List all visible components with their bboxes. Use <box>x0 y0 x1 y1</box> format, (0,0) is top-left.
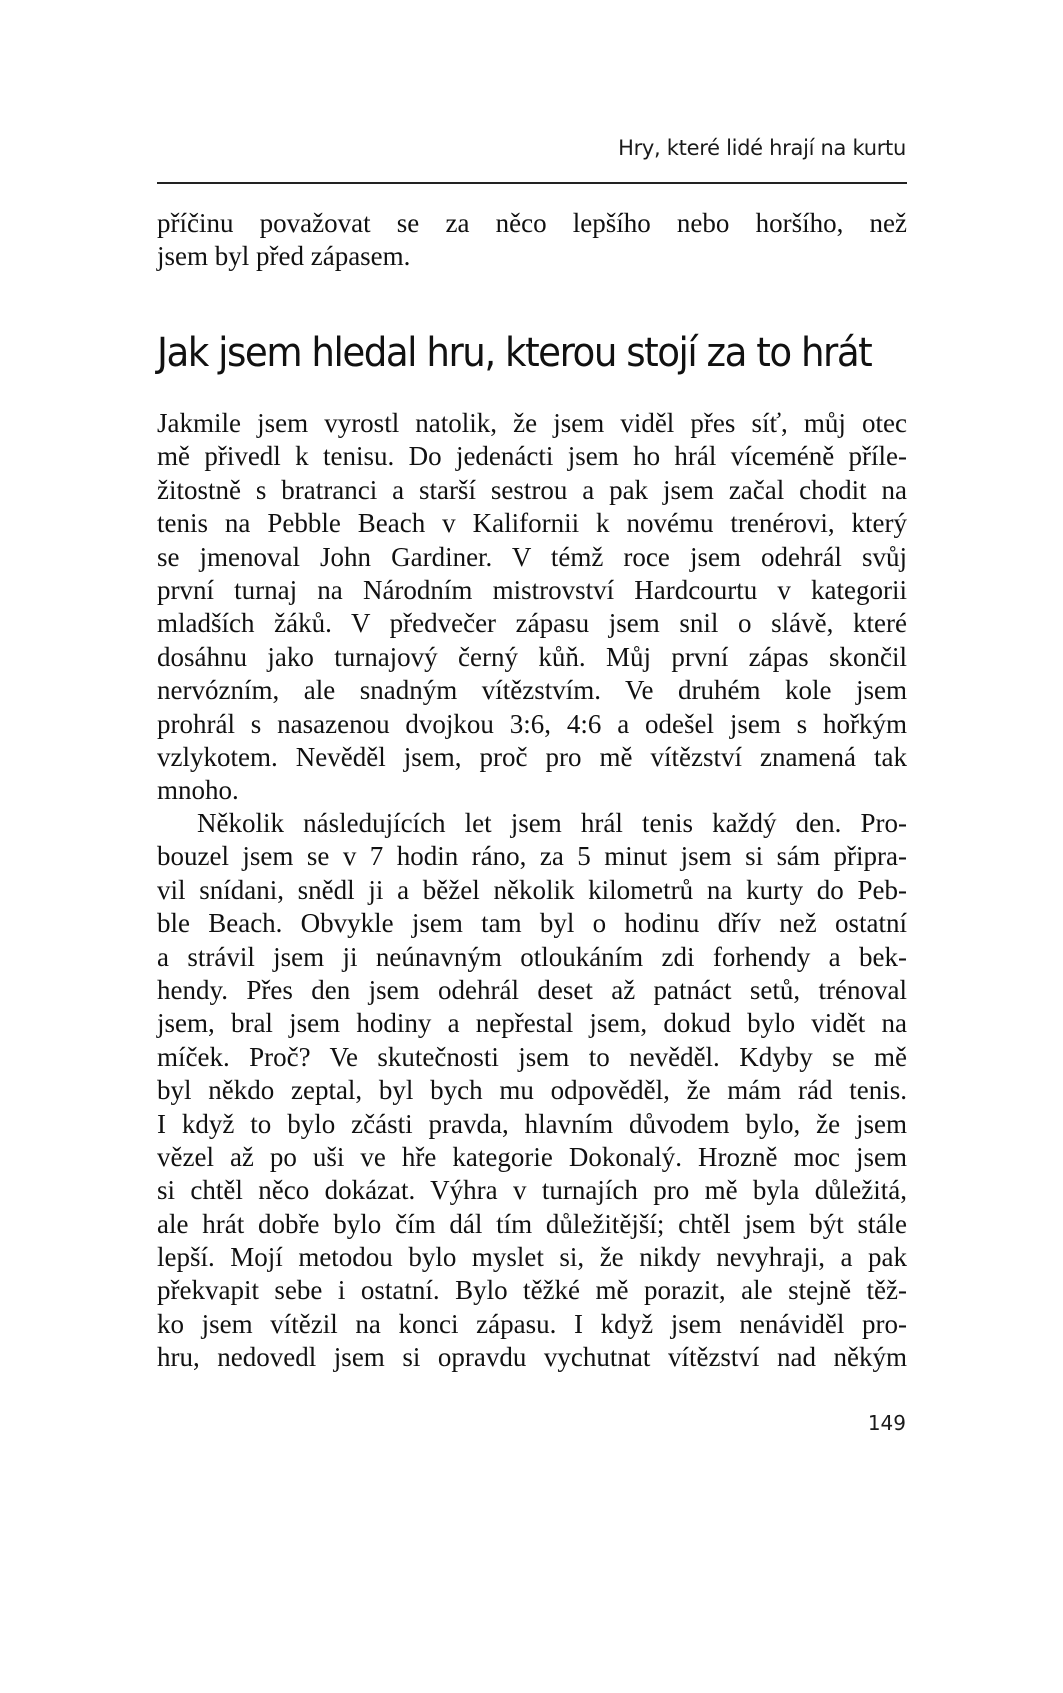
text-line: ale hrát dobře bylo čím dál tím důležitější; chtěl jsem být stále <box>157 1208 907 1239</box>
text-line: jsem, bral jsem hodiny a nepřestal jsem, dokud bylo vidět na <box>157 1008 907 1039</box>
text-line: vězel až po uši ve hře kategorie Dokonalý. Hrozně moc jsem <box>157 1141 907 1172</box>
paragraph <box>157 807 907 1375</box>
text-line: vzlykotem. Nevěděl jsem, proč pro mě vítězství znamená tak <box>157 741 907 772</box>
text-line: hendy. Přes den jsem odehrál deset až patnáct setů, trénoval <box>157 974 907 1005</box>
header-rule <box>157 182 907 184</box>
text-line: mnoho. <box>157 775 239 806</box>
text-line: Několik následujících let jsem hrál tenis každý den. Pro- <box>197 808 907 838</box>
text-line: I když to bylo zčásti pravda, hlavním důvodem bylo, že jsem <box>157 1108 907 1139</box>
text-line: žitostně s bratranci a starší sestrou a pak jsem začal chodit na <box>157 474 907 505</box>
text-line: mě přivedl k tenisu. Do jedenácti jsem ho hrál víceméně příle- <box>157 441 907 472</box>
text-line: mladších žáků. V předvečer zápasu jsem snil o slávě, které <box>157 608 907 639</box>
text-line: Jakmile jsem vyrostl natolik, že jsem viděl přes síť, můj otec <box>157 408 907 438</box>
text-line: nervózním, ale snadným vítězstvím. Ve druhém kole jsem <box>157 675 907 706</box>
text-line: bouzel jsem se v 7 hodin ráno, za 5 minut jsem si sám připra- <box>157 841 907 872</box>
text-line: tenis na Pebble Beach v Kalifornii k novému trenérovi, který <box>157 508 907 539</box>
text-line: si chtěl něco dokázat. Výhra v turnajích pro mě byla důležitá, <box>157 1175 907 1206</box>
text-line: míček. Proč? Ve skutečnosti jsem to nevěděl. Kdyby se mě <box>157 1041 907 1072</box>
text-line: a strávil jsem ji neúnavným otloukáním zdi forhendy a bek- <box>157 941 907 972</box>
text-line: příčinu považovat se za něco lepšího nebo horšího, než <box>157 208 907 238</box>
text-line: hru, nedovedl jsem si opravdu vychutnat vítězství nad někým <box>157 1342 907 1373</box>
paragraph-continuation <box>157 207 907 274</box>
paragraph <box>157 407 907 808</box>
page-number: 149 <box>867 1411 906 1435</box>
text-line: ble Beach. Obvykle jsem tam byl o hodinu dřív než ostatní <box>157 908 907 939</box>
text-line: první turnaj na Národním mistrovství Hardcourtu v kategorii <box>157 574 907 605</box>
text-line: vil snídani, snědl ji a běžel několik kilometrů na kurty do Peb- <box>157 874 907 905</box>
text-line: lepší. Mojí metodou bylo myslet si, že nikdy nevyhraji, a pak <box>157 1242 907 1273</box>
text-line: ko jsem vítězil na konci zápasu. I když jsem nenáviděl pro- <box>157 1308 907 1339</box>
text-line: překvapit sebe i ostatní. Bylo těžké mě porazit, ale stejně těž- <box>157 1275 907 1306</box>
section-heading: Jak jsem hledal hru, kterou stojí za to hrát <box>157 330 872 376</box>
text-line: se jmenoval John Gardiner. V témž roce jsem odehrál svůj <box>157 541 907 572</box>
text-line: byl někdo zeptal, byl bych mu odpověděl, že mám rád tenis. <box>157 1075 907 1106</box>
text-line: dosáhnu jako turnajový černý kůň. Můj první zápas skončil <box>157 641 907 672</box>
running-head: Hry, které lidé hrají na kurtu <box>618 136 906 160</box>
text-line: prohrál s nasazenou dvojkou 3:6, 4:6 a odešel jsem s hořkým <box>157 708 907 739</box>
text-line: jsem byl před zápasem. <box>157 241 411 272</box>
